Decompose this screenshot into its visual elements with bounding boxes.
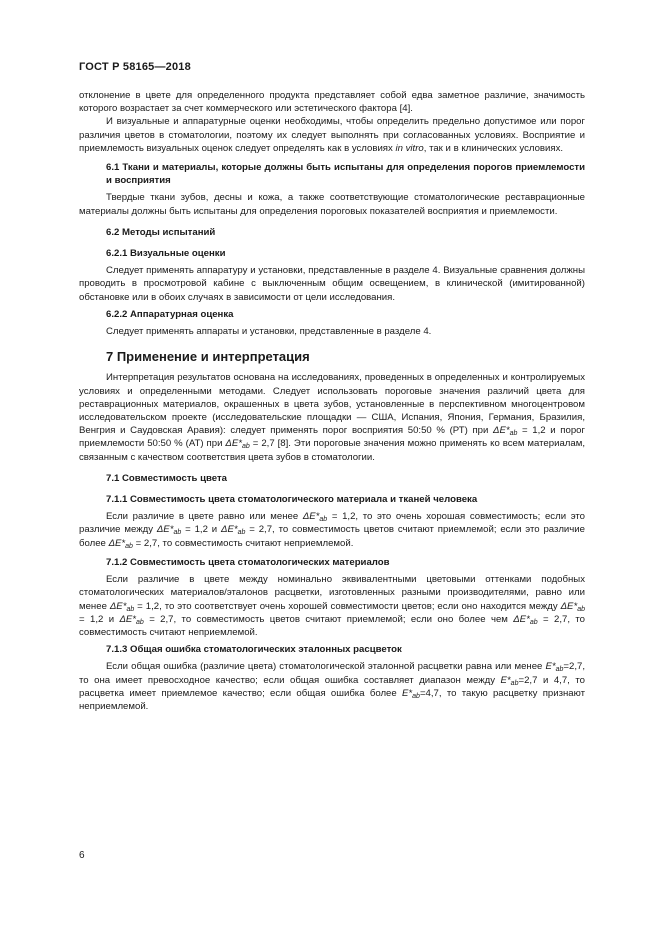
section-7-1-1-title: 7.1.1 Совместимость цвета стоматологического материала и тканей человека [106, 494, 478, 506]
section-7-1-3-title: 7.1.3 Общая ошибка стоматологических эталонных расцветок [106, 644, 402, 656]
section-7-1-3-text: Если общая ошибка (различие цвета) стоматологической эталонной расцветки равна или менее $E*_{ab}=2,7$, то она имеет превосходное качество; если общая ошибка составляет диапазон между $E*_{ab}=2,7$ и 4,7, то расцветка имеет приемлемое качество; если общая ошибка более $E*_{ab}=4,7$, то такую расцветку признают неприемлемой. [79, 661, 585, 712]
section-6-2-1-title: 6.2.1 Визуальные оценки [106, 248, 226, 260]
section-6-1-text: Твердые ткани зубов, десны и кожа, а также соответствующие стоматологические реставрационные материалы должны быть испытаны для определения пороговых показателей восприятия и приемлемости. [79, 192, 585, 217]
paragraph-visual-assessments: И визуальные и аппаратурные оценки необходимы, чтобы определить предельно допустимое или порог различия цветов в стоматологии, поэтому их следует выполнять при согласованных условиях. Восприятие и приемлемость визуальных оценок следует определять как в условиях in vitro, так и в клинических условиях. [79, 116, 585, 154]
section-7-1-2-text: Если различие в цвете между номинально эквивалентными цветовыми оттенками подобных стоматологических материалов/эталонов расцветки, изготовленных разными производителями, равно или менее $\Delta E*_{ab} = 1,2$, то это соответствует очень хорошей совместимости цветов; если оно находится между $\Delta E*_{ab} = 1,2$ и $\Delta E*_{ab} = 2,7$, то совместимость цветов считают приемлемой; если оно более чем $\Delta E*_{ab} = 2,7$, то совместимость считают неприемлемой. [79, 574, 585, 638]
paragraph-continuation: отклонение в цвете для определенного продукта представляет собой едва заметное различие, значимость которого возрастает за счет коммерческого или эстетического фактора [4]. [79, 90, 585, 115]
document-body [79, 89, 585, 713]
section-7-text: Интерпретация результатов основана на исследованиях, проведенных в определенных и контролируемых условиях и определенными методами. Следует использовать пороговые значения различий цвета для реставрационных материалов, окрашенных в цвета зубов, установленные в перспективном многоцентровом исследовательском проекте (исследовательские площадки — США, Испания, Япония, Германия, Бразилия, Венгрия и Саудовская Аравия): следует применять порог восприятия 50:50 % (РТ) при $\Delta E*_{ab} = 1,2$ и порог приемлемости 50:50 % (АТ) при $\Delta E*_{ab} = 2,7$ [8]. Эти пороговые значения можно применять ко всем материалам, связанным с качеством соответствия цвета зубов в стоматологии. [79, 372, 585, 463]
section-6-1-title: 6.1 Ткани и материалы, которые должны быть испытаны для определения порогов приемлемости и восприятия [106, 162, 585, 187]
section-7-1-2-title: 7.1.2 Совместимость цвета стоматологических материалов [106, 556, 390, 568]
section-7-1-title: 7.1 Совместимость цвета [106, 472, 228, 484]
section-6-2-title: 6.2 Методы испытаний [106, 226, 216, 238]
section-6-2-2-title: 6.2.2 Аппаратурная оценка [106, 308, 234, 320]
section-7-title: 7 Применение и интерпретация [106, 349, 310, 365]
section-6-2-1-text: Следует применять аппаратуру и установки, представленные в разделе 4. Визуальные сравнения должны проводить в просмотровой кабине с выключенным общим освещением, в клинической (имитированной) обстановке или в обоих случаях в зависимости от цели исследования. [79, 265, 585, 303]
section-6-2-2-text: Следует применять аппараты и установки, представленные в разделе 4. [106, 326, 432, 338]
document-header: ГОСТ Р 58165—2018 [79, 61, 191, 73]
section-7-1-1-text: Если различие в цвете равно или менее $\Delta E*_{ab} = 1,2$, то это очень хорошая совместимость; если это различие между $\Delta E*_{ab} = 1,2$ и $\Delta E*_{ab} = 2,7$, то совместимость цветов считают приемлемой; если это различие более $\Delta E*_{ab} = 2,7$, то совместимость считают неприемлемой. [79, 511, 586, 550]
page-number: 6 [79, 850, 85, 861]
